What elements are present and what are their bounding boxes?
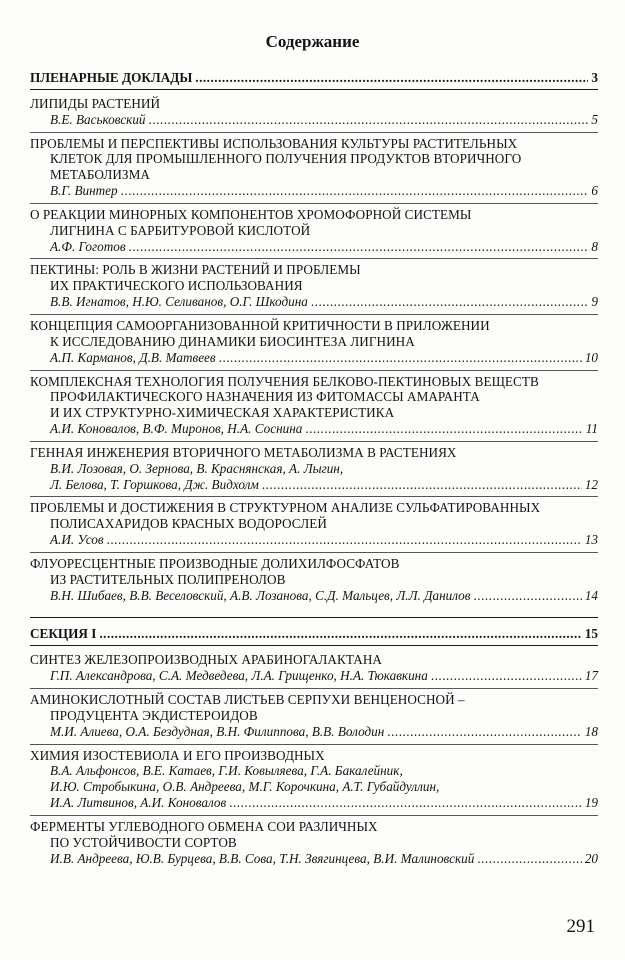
entry-page-number: 10 xyxy=(584,349,598,365)
page-number: 291 xyxy=(566,916,595,937)
entry-title-line: ПРОФИЛАКТИЧЕСКОГО НАЗНАЧЕНИЯ ИЗ ФИТОМАССЫ АМАРАНТА xyxy=(50,389,480,405)
entry-title-line: ХИМИЯ ИЗОСТЕВИОЛА И ЕГО ПРОИЗВОДНЫХ xyxy=(30,747,325,763)
entry-authors: А.П. Карманов, Д.В. Матвеев xyxy=(50,349,216,365)
entry-page-number: 11 xyxy=(585,421,598,437)
entry-title-line: ЛИПИДЫ РАСТЕНИЙ xyxy=(30,95,161,111)
toc-entry xyxy=(30,204,598,260)
entry-authors-row xyxy=(30,532,598,548)
entry-authors-line: И.Ю. Стробыкина, О.В. Андреева, М.Г. Корочкина, А.Т. Губайдуллин, xyxy=(50,779,440,795)
entry-title-line: ПО УСТОЙЧИВОСТИ СОРТОВ xyxy=(50,834,237,850)
entry-page-number: 5 xyxy=(591,111,598,127)
entry-authors: И.А. Литвинов, А.И. Коновалов xyxy=(50,795,227,811)
entry-authors: В.В. Игнатов, Н.Ю. Селиванов, О.Г. Шкодина xyxy=(50,294,308,310)
entry-title-line: МЕТАБОЛИЗМА xyxy=(50,167,150,183)
entry-title-line: ИХ ПРАКТИЧЕСКОГО ИСПОЛЬЗОВАНИЯ xyxy=(50,278,303,294)
dot-leader xyxy=(473,588,581,604)
entry-title-line: СИНТЕЗ ЖЕЛЕЗОПРОИЗВОДНЫХ АРАБИНОГАЛАКТАНА xyxy=(30,652,383,668)
toc-entry xyxy=(30,133,598,204)
entry-page-number: 13 xyxy=(584,532,598,548)
entry-page-number: 6 xyxy=(591,183,598,199)
toc-entry xyxy=(30,93,598,133)
entry-authors-row xyxy=(30,588,598,604)
dot-leader xyxy=(387,724,582,740)
entry-title-line: К ИССЛЕДОВАНИЮ ДИНАМИКИ БИОСИНТЕЗА ЛИГНИНА xyxy=(50,333,415,349)
section-page-number: 15 xyxy=(584,626,598,642)
entry-title-line: КОНЦЕПЦИЯ САМООРГАНИЗОВАННОЙ КРИТИЧНОСТИ В ПРИЛОЖЕНИИ xyxy=(30,317,490,333)
dot-leader xyxy=(305,421,582,437)
entry-page-number: 20 xyxy=(584,850,598,866)
entry-page-number: 17 xyxy=(584,668,598,684)
entry-authors-row xyxy=(30,477,598,493)
entry-authors: А.И. Усов xyxy=(50,532,104,548)
toc-entry xyxy=(30,497,598,553)
entry-authors-row xyxy=(30,724,598,740)
toc-entry xyxy=(30,553,598,608)
dot-leader xyxy=(149,112,589,128)
section-title: СЕКЦИЯ I xyxy=(30,626,97,642)
entry-title-line: ЛИГНИНА С БАРБИТУРОВОЙ КИСЛОТОЙ xyxy=(50,222,311,238)
entry-page-number: 9 xyxy=(591,294,598,310)
entry-authors-line: В.И. Лозовая, О. Зернова, В. Краснянская, А. Лыгин, xyxy=(50,460,344,476)
dot-leader xyxy=(229,795,582,811)
dot-leader xyxy=(311,294,589,310)
entry-authors-row xyxy=(30,183,598,199)
dot-leader xyxy=(195,70,588,86)
dot-leader xyxy=(121,183,589,199)
entry-title-line: ФЕРМЕНТЫ УГЛЕВОДНОГО ОБМЕНА СОИ РАЗЛИЧНЫХ xyxy=(30,818,378,834)
entry-title-line: АМИНОКИСЛОТНЫЙ СОСТАВ ЛИСТЬЕВ СЕРПУХИ ВЕНЦЕНОСНОЙ – xyxy=(30,692,465,707)
entry-title-line: ПРОБЛЕМЫ И ДОСТИЖЕНИЯ В СТРУКТУРНОМ АНАЛИЗЕ СУЛЬФАТИРОВАННЫХ xyxy=(30,500,541,516)
dot-leader xyxy=(99,626,581,642)
entry-authors-row xyxy=(30,112,598,128)
entry-authors-row xyxy=(30,421,598,437)
table-of-contents xyxy=(30,70,598,870)
entry-authors-line: В.А. Альфонсов, В.Е. Катаев, Г.И. Ковыляева, Г.А. Бакалейник, xyxy=(50,763,403,779)
entry-title-line: ПЕКТИНЫ: РОЛЬ В ЖИЗНИ РАСТЕНИЙ И ПРОБЛЕМЫ xyxy=(30,262,361,278)
dot-leader xyxy=(477,851,581,867)
entry-list xyxy=(30,93,598,608)
entry-page-number: 19 xyxy=(584,795,598,811)
entry-title-line: И ИХ СТРУКТУРНО-ХИМИЧЕСКАЯ ХАРАКТЕРИСТИКА xyxy=(50,405,395,421)
entry-title-line: КЛЕТОК ДЛЯ ПРОМЫШЛЕННОГО ПОЛУЧЕНИЯ ПРОДУКТОВ ВТОРИЧНОГО xyxy=(50,151,522,167)
entry-title-line: О РЕАКЦИИ МИНОРНЫХ КОМПОНЕНТОВ ХРОМОФОРНОЙ СИСТЕМЫ xyxy=(30,206,472,222)
entry-page-number: 18 xyxy=(584,723,598,739)
toc-entry xyxy=(30,816,598,871)
entry-authors: М.И. Алиева, О.А. Бездудная, В.Н. Филиппова, В.В. Володин xyxy=(50,723,385,739)
entry-title-line: ФЛУОРЕСЦЕНТНЫЕ ПРОИЗВОДНЫЕ ДОЛИХИЛФОСФАТОВ xyxy=(30,555,400,571)
toc-entry xyxy=(30,442,598,498)
entry-authors-row xyxy=(30,795,598,811)
entry-authors: Г.П. Александрова, С.А. Медведева, Л.А. Грищенко, Н.А. Тюкавкина xyxy=(50,668,428,684)
entry-authors: А.Ф. Гоготов xyxy=(50,238,126,254)
entry-authors-row xyxy=(30,350,598,366)
entry-authors: Л. Белова, Т. Горшкова, Дж. Видхолм xyxy=(50,476,259,492)
section-heading xyxy=(30,70,598,90)
toc-entry xyxy=(30,649,598,689)
entry-title-line: ИЗ РАСТИТЕЛЬНЫХ ПОЛИПРЕНОЛОВ xyxy=(50,571,286,587)
dot-leader xyxy=(431,668,582,684)
toc-entry xyxy=(30,745,598,816)
entry-authors: В.Н. Шибаев, В.В. Веселовский, А.В. Лозанова, С.Д. Мальцев, Л.Л. Данилов xyxy=(50,587,471,603)
section-title: ПЛЕНАРНЫЕ ДОКЛАДЫ xyxy=(30,70,193,85)
page-title: Содержание xyxy=(265,32,360,51)
entry-title-line: КОМПЛЕКСНАЯ ТЕХНОЛОГИЯ ПОЛУЧЕНИЯ БЕЛКОВО-ПЕКТИНОВЫХ ВЕЩЕСТВ xyxy=(30,373,539,389)
entry-title-line: ГЕННАЯ ИНЖЕНЕРИЯ ВТОРИЧНОГО МЕТАБОЛИЗМА В РАСТЕНИЯХ xyxy=(30,444,457,460)
entry-authors: В.Е. Васьковский xyxy=(50,111,146,127)
entry-authors: А.И. Коновалов, В.Ф. Миронов, Н.А. Соснина xyxy=(50,421,303,437)
entry-title-line: ПРОБЛЕМЫ И ПЕРСПЕКТИВЫ ИСПОЛЬЗОВАНИЯ КУЛЬТУРЫ РАСТИТЕЛЬНЫХ xyxy=(30,135,518,151)
entry-authors: В.Г. Винтер xyxy=(50,183,118,199)
toc-entry xyxy=(30,689,598,745)
toc-entry xyxy=(30,371,598,442)
entry-authors: И.В. Андреева, Ю.В. Бурцева, В.В. Сова, Т.Н. Звягинцева, В.И. Малиновский xyxy=(50,850,475,866)
toc-entry xyxy=(30,259,598,315)
entry-page-number: 8 xyxy=(591,238,598,254)
section-heading xyxy=(30,617,598,646)
section-page-number: 3 xyxy=(591,70,598,85)
dot-leader xyxy=(262,477,582,493)
dot-leader xyxy=(219,350,582,366)
entry-page-number: 12 xyxy=(584,476,598,492)
dot-leader xyxy=(107,532,582,548)
entry-title-line: ПОЛИСАХАРИДОВ КРАСНЫХ ВОДОРОСЛЕЙ xyxy=(50,516,327,532)
dot-leader xyxy=(129,239,589,255)
entry-authors-row xyxy=(30,851,598,867)
entry-authors-row xyxy=(30,239,598,255)
entry-title-line: ПРОДУЦЕНТА ЭКДИСТЕРОИДОВ xyxy=(50,707,258,723)
toc-entry xyxy=(30,315,598,371)
entry-page-number: 14 xyxy=(584,587,598,603)
entry-authors-row xyxy=(30,668,598,684)
entry-authors-row xyxy=(30,294,598,310)
entry-list xyxy=(30,649,598,870)
